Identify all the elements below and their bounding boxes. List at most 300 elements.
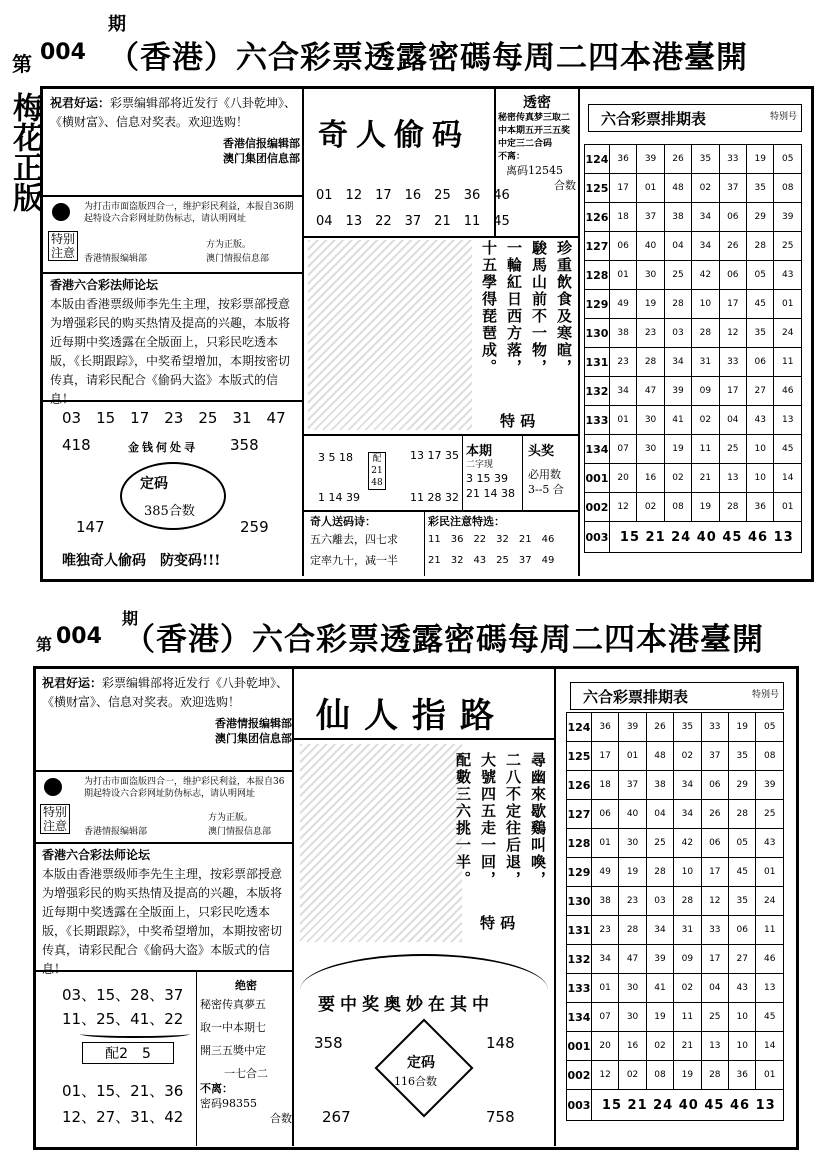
schedule-number: 25 (774, 232, 802, 261)
benqi-n2: 21 14 38 (466, 487, 515, 500)
schedule-period: 131 (567, 916, 592, 945)
schedule-number: 02 (674, 974, 701, 1003)
schedule-number: 11 (692, 435, 719, 464)
schedule-period: 001 (567, 1032, 592, 1061)
schedule-period: 125 (567, 742, 592, 771)
schedule-number: 35 (729, 742, 756, 771)
schedule-number: 01 (774, 493, 802, 522)
schedule-number: 30 (637, 261, 664, 290)
schedule-number: 34 (674, 800, 701, 829)
schedule-latest-numbers: 15 21 24 40 45 46 13 (591, 1090, 783, 1121)
schedule-number: 03 (646, 887, 673, 916)
schedule-row (585, 174, 802, 203)
panel2-title: 仙人指路 (316, 696, 508, 736)
schedule-period: 132 (585, 377, 610, 406)
schedule-number: 01 (609, 406, 636, 435)
schedule-number: 01 (637, 174, 664, 203)
schedule-number: 12 (591, 1061, 618, 1090)
schedule-row (567, 1032, 784, 1061)
benqi-sub: 二字现 (466, 460, 494, 470)
schedule-row (567, 742, 784, 771)
row1-numbers: 01 12 17 16 25 36 46 (316, 188, 510, 203)
poem-line-2: 駿馬山前不一物， (530, 240, 548, 376)
forum2-text: 本版由香港票级师李先生主理，按彩票部授意为增强彩民的购买热情及提高的兴趣，本版将近每期中奖透露在全版面上，只彩民吃透本版，《长期跟踪》，中奖希望增加，本期按密切传真，请彩民配合《偷码大盗》本版式的信息！ (42, 867, 283, 976)
schedule-number: 28 (646, 858, 673, 887)
schedule-number: 25 (646, 829, 673, 858)
schedule-number: 06 (609, 232, 636, 261)
number-147: 147 (76, 518, 105, 536)
schedule-number: 38 (591, 887, 618, 916)
schedule-number: 38 (609, 319, 636, 348)
poem-line-1: 珍重飲食及寒暄， (555, 240, 573, 376)
panel1-notice (46, 199, 302, 271)
schedule-number: 12 (719, 319, 746, 348)
divider (302, 86, 304, 576)
schedule-number: 39 (637, 145, 664, 174)
notice-label: 特别注意 (48, 231, 78, 261)
schedule-number: 13 (756, 974, 784, 1003)
pei-middle: 配 21 48 (368, 452, 386, 490)
dingma-label: 定码 (140, 476, 168, 492)
schedule-period: 134 (567, 1003, 592, 1032)
schedule-row (567, 916, 784, 945)
schedule-number: 24 (756, 887, 784, 916)
poem-line-3: 一輪紅日西方落， (505, 240, 523, 376)
warrior-illustration (308, 240, 472, 430)
schedule-number: 31 (674, 916, 701, 945)
schedule-number: 08 (774, 174, 802, 203)
schedule-number: 06 (729, 916, 756, 945)
schedule-row (585, 145, 802, 174)
schedule-number: 27 (747, 377, 774, 406)
divider (42, 195, 302, 197)
schedule-number: 06 (747, 348, 774, 377)
panel2-secret (200, 978, 292, 1126)
divider (494, 86, 496, 236)
panel2-header: （香港）六合彩票透露密碼每周二四本港臺開 (124, 622, 764, 658)
schedule-number: 02 (619, 1061, 646, 1090)
schedule-number: 45 (747, 290, 774, 319)
secret-buli: 不离： (498, 152, 526, 162)
panel1-issue-number: 004 (40, 40, 86, 65)
schedule-number: 25 (719, 435, 746, 464)
tema2-label: 特 码 (480, 914, 516, 932)
pei-right1: 13 17 35 (410, 449, 459, 462)
schedule-number: 28 (692, 319, 719, 348)
greeting2-sign1: 香港情报编辑部 (215, 717, 292, 730)
schedule-number: 17 (719, 377, 746, 406)
schedule-period: 002 (567, 1061, 592, 1090)
diamond-267: 267 (322, 1108, 351, 1126)
schedule-number: 47 (619, 945, 646, 974)
schedule-period: 130 (567, 887, 592, 916)
schedule-number: 03 (664, 319, 691, 348)
secret2-title: 绝密 (235, 979, 257, 992)
schedule-number: 13 (701, 1032, 728, 1061)
send-poem-l1: 五六離去，四七求 (310, 533, 398, 546)
schedule-number: 39 (619, 713, 646, 742)
attention-title: 彩民注意特选： (428, 515, 505, 528)
schedule-number: 14 (774, 464, 802, 493)
schedule2-title: 六合彩票排期表 (583, 688, 689, 706)
benqi-title: 本期 (466, 444, 493, 459)
panel2-greeting (42, 674, 292, 746)
dingma-heshu: 385合数 (144, 504, 195, 519)
schedule-number: 19 (637, 290, 664, 319)
schedule-row-latest (585, 522, 802, 553)
schedule-number: 25 (756, 800, 784, 829)
schedule-period: 001 (585, 464, 610, 493)
nums2-l3: 01、15、21、36 (62, 1082, 184, 1100)
schedule-number: 41 (664, 406, 691, 435)
schedule-number: 35 (747, 319, 774, 348)
divider (292, 738, 554, 740)
schedule-number: 11 (756, 916, 784, 945)
schedule-number: 29 (729, 771, 756, 800)
schedule-period: 003 (585, 522, 610, 553)
schedule-number: 45 (774, 435, 802, 464)
schedule-period: 129 (585, 290, 610, 319)
schedule-row (585, 348, 802, 377)
schedule-number: 37 (719, 174, 746, 203)
divider (302, 434, 578, 436)
schedule-number: 26 (701, 800, 728, 829)
secret2-heshu: 合数 (270, 1112, 292, 1125)
notice-text: 为打击市面盗版四合一，维护彩民利益，本报自36期起特设六合彩网址防伪标志，请认明网址 (84, 202, 294, 224)
schedule-number: 06 (719, 203, 746, 232)
greeting-sign2: 澳门集团信息部 (223, 152, 300, 165)
schedule-number: 06 (591, 800, 618, 829)
divider (302, 236, 578, 238)
diamond-heshu: 116合数 (394, 1075, 437, 1088)
panel1-forum (50, 276, 300, 409)
schedule-number: 06 (719, 261, 746, 290)
schedule-number: 17 (609, 174, 636, 203)
schedule-row (585, 493, 802, 522)
notice2-sign1: 香港情报编辑部 (84, 827, 148, 837)
schedule-number: 19 (664, 435, 691, 464)
schedule-period: 126 (567, 771, 592, 800)
schedule-period: 128 (567, 829, 592, 858)
schedule-number: 06 (701, 829, 728, 858)
schedule-number: 35 (674, 713, 701, 742)
schedule-number: 41 (646, 974, 673, 1003)
forum2-title: 香港六合彩法师论坛 (42, 848, 151, 862)
pei-right2: 11 28 32 (410, 491, 459, 504)
schedule-number: 19 (692, 493, 719, 522)
secret-code: 离码12545 (506, 164, 563, 177)
schedule-number: 37 (701, 742, 728, 771)
divider (578, 86, 580, 576)
schedule-number: 43 (756, 829, 784, 858)
panel1-title: 奇人偷码 (318, 118, 470, 153)
schedule-row (585, 203, 802, 232)
diamond-148: 148 (486, 1034, 515, 1052)
divider (424, 510, 425, 576)
schedule-number: 13 (719, 464, 746, 493)
schedule-number: 13 (774, 406, 802, 435)
schedule-row (567, 771, 784, 800)
schedule-number: 04 (664, 232, 691, 261)
schedule-row-latest (567, 1090, 784, 1121)
schedule-number: 39 (774, 203, 802, 232)
secret2-l3: 開三五獎中定 (200, 1044, 266, 1057)
schedule-number: 49 (591, 858, 618, 887)
schedule-row (585, 290, 802, 319)
pei-left2: 1 14 39 (318, 491, 360, 504)
schedule-number: 11 (674, 1003, 701, 1032)
bomb-icon (44, 778, 62, 796)
divider (462, 434, 463, 510)
plum-edition-label: 梅花正版 (7, 92, 42, 212)
panel1-poem (476, 240, 576, 410)
schedule-number: 17 (591, 742, 618, 771)
schedule-number: 23 (609, 348, 636, 377)
diamond-358: 358 (314, 1034, 343, 1052)
notice2-label: 特别注意 (40, 804, 70, 834)
schedule-number: 09 (674, 945, 701, 974)
poem2-line-4: 配數三六挑一半。 (454, 752, 472, 888)
greeting2-text: 彩票编辑部将近发行《八卦乾坤》、《横财富》、信息对奖表。欢迎选购！ (42, 676, 289, 709)
schedule-number: 25 (664, 261, 691, 290)
dingma-ellipse (120, 462, 226, 530)
notice-sign0: 方为正版。 (206, 240, 252, 250)
nums2-l2: 11、25、41、22 (62, 1010, 184, 1028)
greeting-sign1: 香港信报编辑部 (223, 137, 300, 150)
schedule-number: 08 (664, 493, 691, 522)
nums2-l4: 12、27、31、42 (62, 1108, 184, 1126)
schedule-number: 04 (646, 800, 673, 829)
schedule-number: 26 (664, 145, 691, 174)
schedule-number: 36 (591, 713, 618, 742)
divider (36, 970, 292, 972)
notice2-sign0: 方为正版。 (208, 813, 254, 823)
benqi-n1: 3 15 39 (466, 472, 508, 485)
schedule-period: 129 (567, 858, 592, 887)
number-259: 259 (240, 518, 269, 536)
schedule-number: 20 (609, 464, 636, 493)
schedule-number: 04 (701, 974, 728, 1003)
schedule-number: 14 (756, 1032, 784, 1061)
poem2-line-2: 二八不定往后退， (504, 752, 522, 888)
schedule-number: 10 (729, 1003, 756, 1032)
panel1-secret (498, 92, 576, 193)
schedule-number: 40 (619, 800, 646, 829)
schedule-number: 07 (609, 435, 636, 464)
schedule-number: 43 (729, 974, 756, 1003)
schedule-number: 45 (729, 858, 756, 887)
schedule-number: 01 (756, 858, 784, 887)
schedule-number: 36 (729, 1061, 756, 1090)
secret-title: 透密 (523, 95, 551, 111)
schedule-number: 17 (719, 290, 746, 319)
schedule-number: 18 (609, 203, 636, 232)
schedule-number: 38 (646, 771, 673, 800)
secret2-code: 密码98355 (200, 1097, 257, 1110)
brace-icon (80, 1030, 190, 1038)
schedule-number: 31 (692, 348, 719, 377)
divider (522, 434, 523, 510)
schedule-number: 11 (774, 348, 802, 377)
schedule-number: 42 (692, 261, 719, 290)
schedule-number: 23 (619, 887, 646, 916)
schedule-period: 133 (585, 406, 610, 435)
diamond-dingma: 定码 (407, 1055, 435, 1071)
schedule-period: 124 (585, 145, 610, 174)
schedule-period: 124 (567, 713, 592, 742)
schedule-number: 30 (619, 829, 646, 858)
schedule1-tag: 特别号 (769, 112, 797, 122)
schedule-row (567, 974, 784, 1003)
schedule-row (567, 858, 784, 887)
divider (196, 970, 197, 1146)
schedule-number: 04 (719, 406, 746, 435)
notice2-sign2: 澳门情报信息部 (208, 827, 272, 837)
attention-l2: 21 32 43 25 37 49 (428, 555, 555, 566)
sages-illustration (300, 744, 462, 942)
schedule-number: 16 (637, 464, 664, 493)
schedule-row (585, 319, 802, 348)
panel2-forum (42, 846, 292, 979)
divider (36, 842, 292, 844)
schedule-number: 02 (637, 493, 664, 522)
divider (302, 510, 578, 512)
schedule-number: 27 (729, 945, 756, 974)
schedule-period: 130 (585, 319, 610, 348)
schedule-number: 10 (747, 464, 774, 493)
schedule-number: 05 (774, 145, 802, 174)
panel1-header: （香港）六合彩票透露密碼每周二四本港臺開 (108, 40, 748, 76)
schedule1-table (584, 144, 802, 553)
schedule1-title-box (588, 104, 802, 132)
schedule-number: 16 (619, 1032, 646, 1061)
schedule-number: 08 (646, 1061, 673, 1090)
schedule-latest-numbers: 15 21 24 40 45 46 13 (609, 522, 801, 553)
schedule-number: 35 (747, 174, 774, 203)
schedule-number: 01 (619, 742, 646, 771)
schedule-number: 46 (774, 377, 802, 406)
schedule-number: 35 (692, 145, 719, 174)
schedule2-table (566, 712, 784, 1121)
schedule-number: 28 (747, 232, 774, 261)
poem2-line-3: 大號四五走一回， (479, 752, 497, 888)
schedule-number: 43 (747, 406, 774, 435)
panel2-edition-label: 第 (36, 635, 53, 654)
schedule-number: 36 (747, 493, 774, 522)
schedule-number: 08 (756, 742, 784, 771)
send-poem (310, 514, 422, 568)
arc-text: 金钱何处寻 (128, 441, 198, 454)
schedule-number: 19 (619, 858, 646, 887)
schedule-number: 29 (747, 203, 774, 232)
tema-label: 特 码 (500, 412, 536, 430)
schedule-number: 25 (701, 1003, 728, 1032)
slogan: 唯独奇人偷码 防变码!!! (62, 553, 221, 569)
schedule-number: 42 (674, 829, 701, 858)
schedule-period: 127 (585, 232, 610, 261)
schedule-number: 10 (729, 1032, 756, 1061)
secret2-buli: 不离： (200, 1082, 233, 1095)
schedule1-title: 六合彩票排期表 (601, 110, 707, 128)
schedule-number: 38 (664, 203, 691, 232)
schedule-number: 26 (719, 232, 746, 261)
schedule-row (585, 464, 802, 493)
secret2-l4: 一七合二 (224, 1067, 268, 1080)
schedule-period: 003 (567, 1090, 592, 1121)
schedule-number: 34 (609, 377, 636, 406)
schedule-number: 33 (701, 713, 728, 742)
divider (42, 272, 302, 274)
schedule-number: 40 (637, 232, 664, 261)
secret-text: 秘密传真梦三取二中本期五开三五奖中定三二合码 (498, 113, 571, 149)
schedule-row (585, 261, 802, 290)
schedule-number: 47 (637, 377, 664, 406)
schedule-number: 17 (701, 858, 728, 887)
schedule-number: 19 (674, 1061, 701, 1090)
toujiang-title: 头奖 (528, 444, 555, 459)
schedule-number: 28 (701, 1061, 728, 1090)
schedule2-title-box (570, 682, 784, 710)
schedule-row (585, 377, 802, 406)
number-418: 418 (62, 436, 91, 454)
panel1-greeting (50, 94, 300, 194)
schedule-row (567, 800, 784, 829)
secret-heshu: 合数 (554, 179, 576, 192)
nums2-l1: 03、15、28、37 (62, 986, 184, 1004)
schedule-number: 05 (747, 261, 774, 290)
panel2-qi-label: 期 (122, 609, 139, 628)
forum-text: 本版由香港票级师李先生主理，按彩票部授意为增强彩民的购买热情及提高的兴趣，本版将近每期中奖透露在全版面上，只彩民吃透本版，《长期跟踪》，中奖希望增加，本期按密切传真，请彩民配合《偷码大盗》本版式的信息！ (50, 297, 291, 406)
schedule-number: 49 (609, 290, 636, 319)
schedule-number: 45 (756, 1003, 784, 1032)
schedule-number: 39 (756, 771, 784, 800)
notice-sign1: 香港情报编辑部 (84, 254, 148, 264)
schedule-number: 33 (719, 348, 746, 377)
schedule-number: 06 (701, 771, 728, 800)
benqi-box (466, 440, 520, 501)
panel1-qi-label: 期 (108, 14, 126, 35)
schedule-number: 34 (664, 348, 691, 377)
schedule-number: 01 (774, 290, 802, 319)
schedule-number: 39 (646, 945, 673, 974)
panel2-poem (454, 752, 552, 902)
schedule-row (585, 406, 802, 435)
greeting-title: 祝君好运： (50, 96, 111, 110)
schedule-number: 10 (747, 435, 774, 464)
schedule-number: 12 (609, 493, 636, 522)
number-358: 358 (230, 436, 259, 454)
schedule-number: 01 (591, 974, 618, 1003)
schedule-row (567, 1003, 784, 1032)
nums2-pei: 配2 5 (82, 1042, 174, 1064)
schedule-period: 132 (567, 945, 592, 974)
send-poem-l2: 定率九十，减一半 (310, 554, 398, 567)
schedule-number: 48 (646, 742, 673, 771)
schedule-row (567, 887, 784, 916)
schedule-number: 33 (719, 145, 746, 174)
schedule-number: 02 (692, 406, 719, 435)
schedule-number: 18 (591, 771, 618, 800)
schedule-number: 28 (619, 916, 646, 945)
notice-sign2: 澳门情报信息部 (206, 254, 270, 264)
attention-l1: 11 36 22 32 21 46 (428, 534, 555, 545)
schedule-number: 23 (591, 916, 618, 945)
schedule-number: 46 (756, 945, 784, 974)
schedule-number: 07 (591, 1003, 618, 1032)
schedule-row (585, 232, 802, 261)
bomb-icon (52, 203, 70, 221)
schedule-number: 05 (729, 829, 756, 858)
